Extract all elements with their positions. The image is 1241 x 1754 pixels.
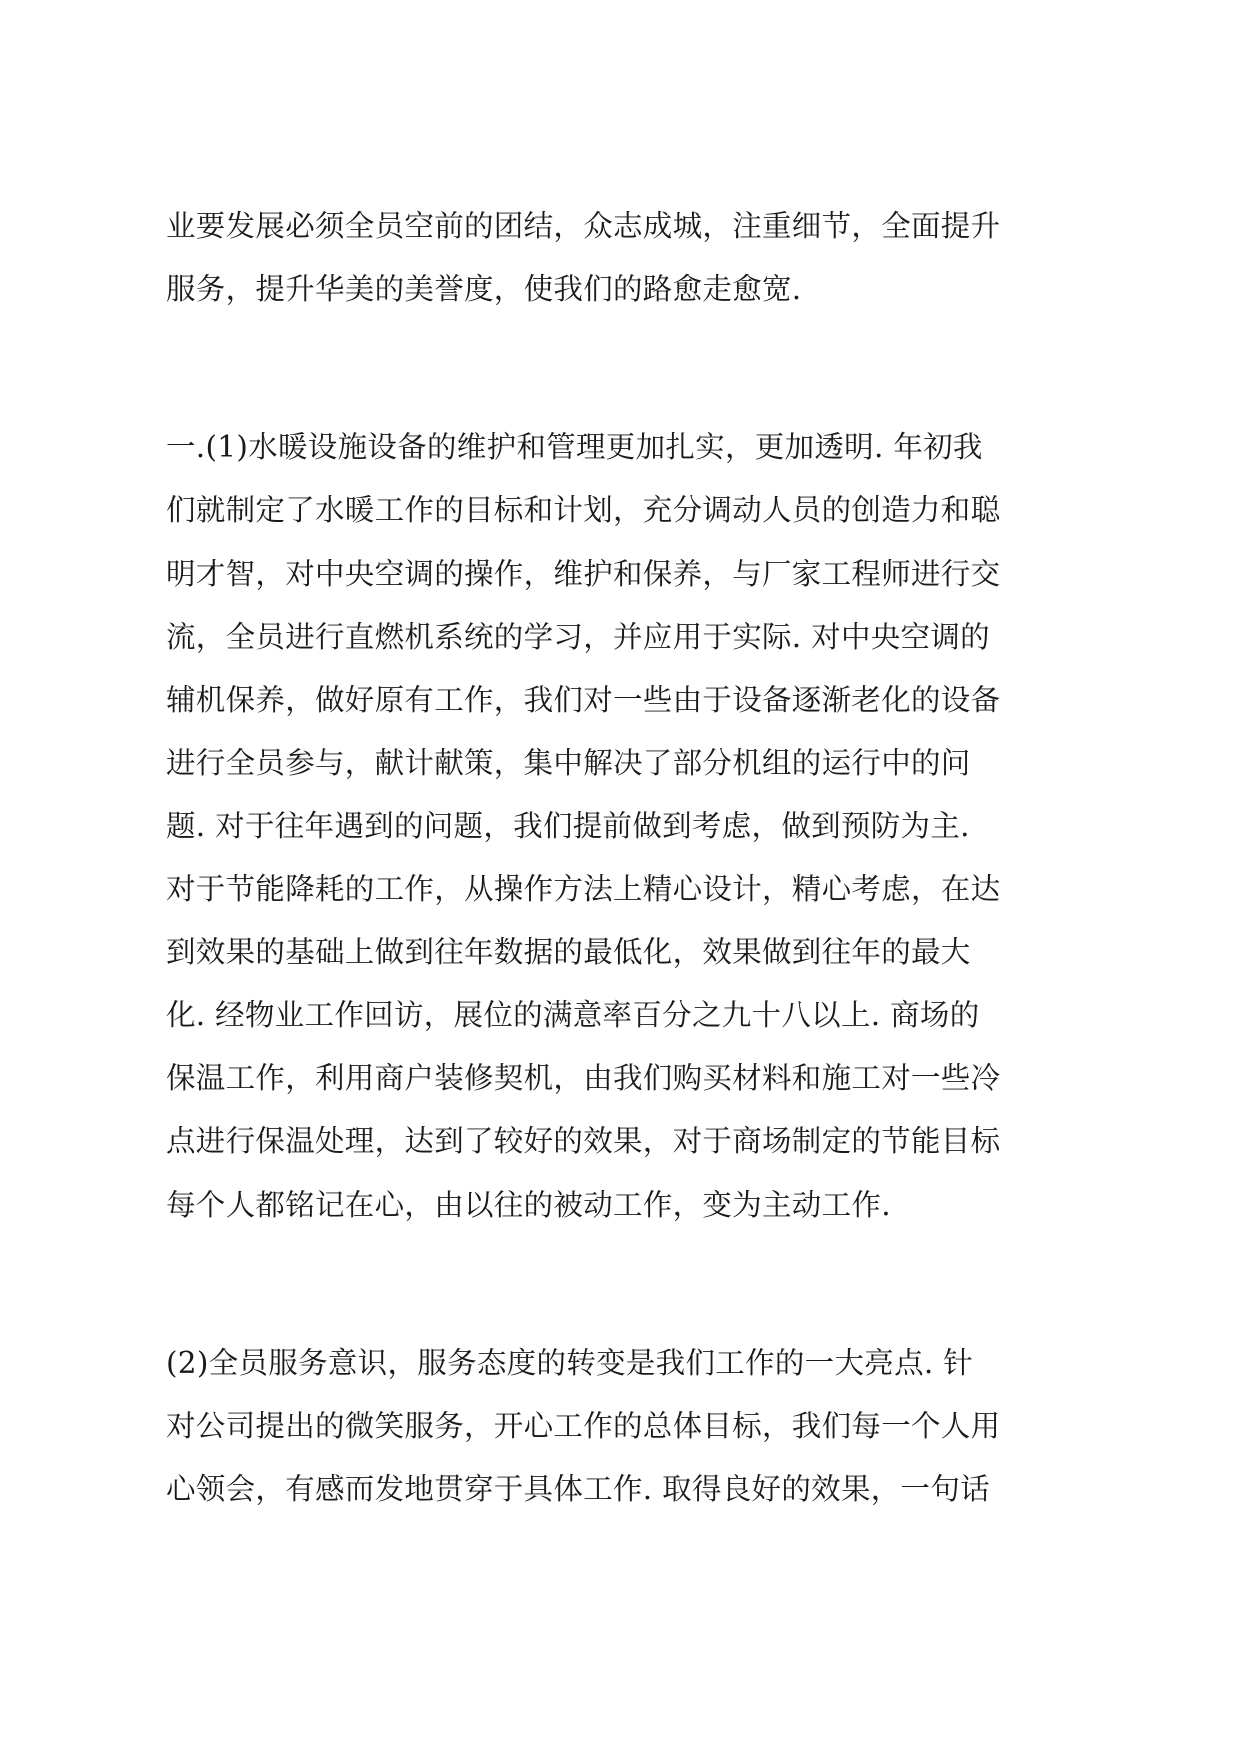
paragraph-2-line-4: 流，全员进行直燃机系统的学习，并应用于实际. 对中央空调的 — [166, 620, 990, 654]
paragraph-2-line-5: 辅机保养，做好原有工作，我们对一些由于设备逐渐老化的设备 — [166, 683, 1001, 717]
paragraph-3-line-2: 对公司提出的微笑服务，开心工作的总体目标，我们每一个人用 — [166, 1409, 1001, 1443]
paragraph-2-line-13: 每个人都铭记在心，由以往的被动工作，变为主动工作. — [166, 1188, 891, 1222]
paragraph-2-line-1: 一.(1)水暖设施设备的维护和管理更加扎实，更加透明. 年初我 — [166, 430, 983, 464]
paragraph-2-line-12: 点进行保温处理，达到了较好的效果，对于商场制定的节能目标 — [166, 1124, 1001, 1158]
paragraph-2-line-8: 对于节能降耗的工作，从操作方法上精心设计，精心考虑，在达 — [166, 872, 1001, 906]
paragraph-1-line-1: 业要发展必须全员空前的团结，众志成城，注重细节，全面提升 — [166, 209, 1001, 243]
paragraph-2-line-2: 们就制定了水暖工作的目标和计划，充分调动人员的创造力和聪 — [166, 493, 1001, 527]
paragraph-2-line-9: 到效果的基础上做到往年数据的最低化，效果做到往年的最大 — [166, 935, 971, 969]
paragraph-3-line-3: 心领会，有感而发地贯穿于具体工作. 取得良好的效果，一句话 — [166, 1472, 990, 1506]
paragraph-3-line-1: (2)全员服务意识，服务态度的转变是我们工作的一大亮点. 针 — [166, 1346, 974, 1380]
paragraph-2-line-10: 化. 经物业工作回访，展位的满意率百分之九十八以上. 商场的 — [166, 998, 980, 1032]
paragraph-2-line-6: 进行全员参与，献计献策，集中解决了部分机组的运行中的问 — [166, 746, 971, 780]
paragraph-1-line-2: 服务，提升华美的美誉度，使我们的路愈走愈宽. — [166, 272, 802, 306]
paragraph-2-line-3: 明才智，对中央空调的操作，维护和保养，与厂家工程师进行交 — [166, 557, 1001, 591]
paragraph-2-line-7: 题. 对于往年遇到的问题，我们提前做到考虑，做到预防为主. — [166, 809, 970, 843]
paragraph-2-line-11: 保温工作，利用商户装修契机，由我们购买材料和施工对一些冷 — [166, 1061, 1001, 1095]
